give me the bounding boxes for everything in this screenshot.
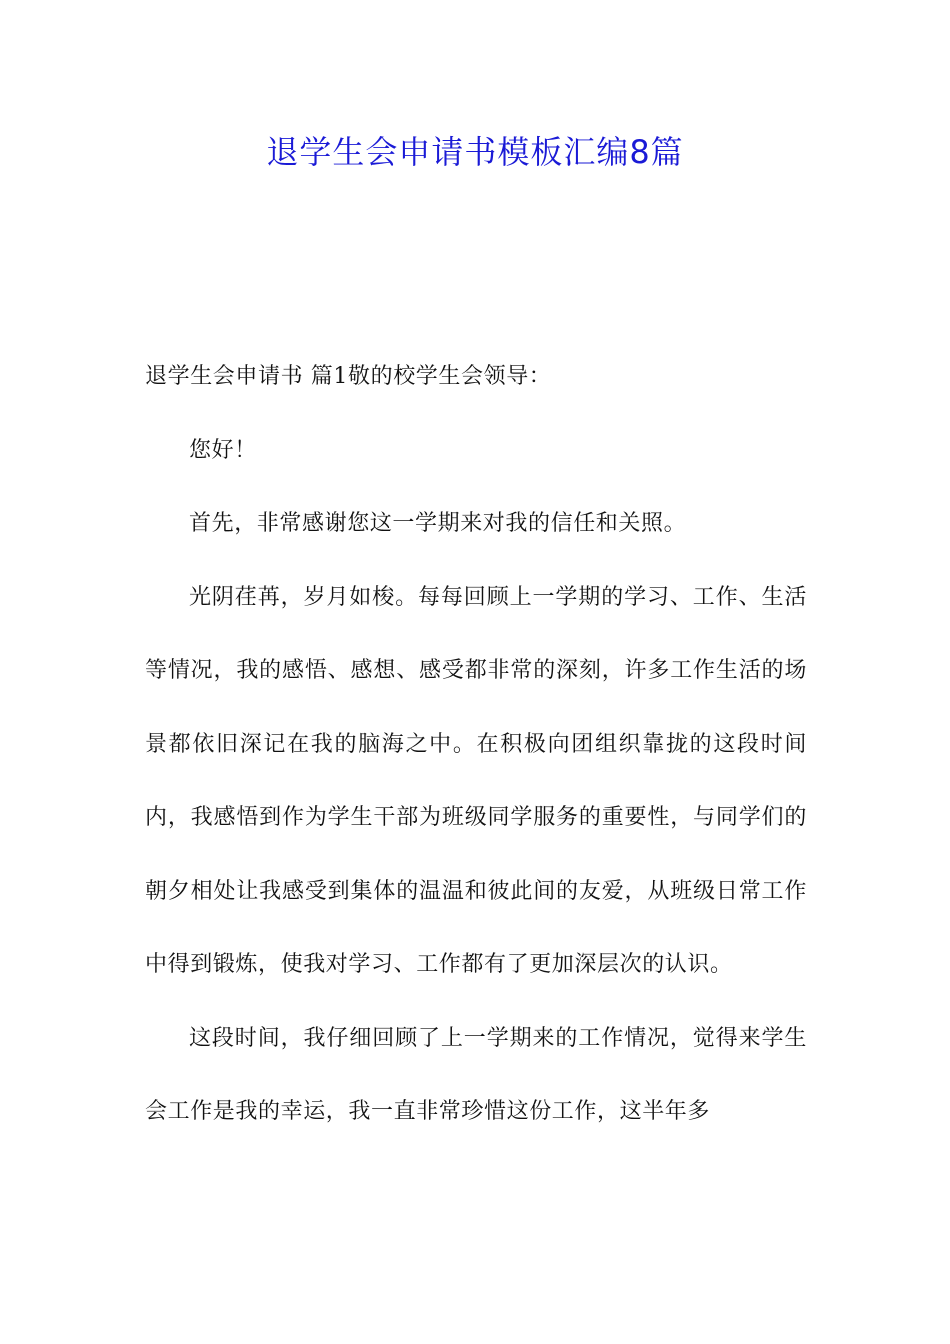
document-title: 退学生会申请书模板汇编8篇	[266, 133, 684, 171]
paragraph: 光阴荏苒，岁月如梭。每每回顾上一学期的学习、工作、生活等情况，我的感悟、感想、感受都非常的深刻，许多工作生活的场景都依旧深记在我的脑海之中。在积极向团组织靠拢的这段时间内，我感悟到作为学生干部为班级同学服务的重要性，与同学们的朝夕相处让我感受到集体的温温和彼此间的友爱，从班级日常工作中得到锻炼，使我对学习、工作都有了更加深层次的认识。	[145, 584, 807, 977]
paragraph-heading: 退学生会申请书 篇1敬的校学生会领导：	[145, 364, 552, 389]
paragraph-greeting: 您好！	[189, 437, 257, 463]
paragraph: 这段时间，我仔细回顾了上一学期来的工作情况，觉得来学生会工作是我的幸运，我一直非常珍惜这份工作，这半年多	[145, 1025, 807, 1124]
document-body	[145, 340, 807, 1149]
paragraph: 首先，非常感谢您这一学期来对我的信任和关照。	[189, 511, 687, 536]
